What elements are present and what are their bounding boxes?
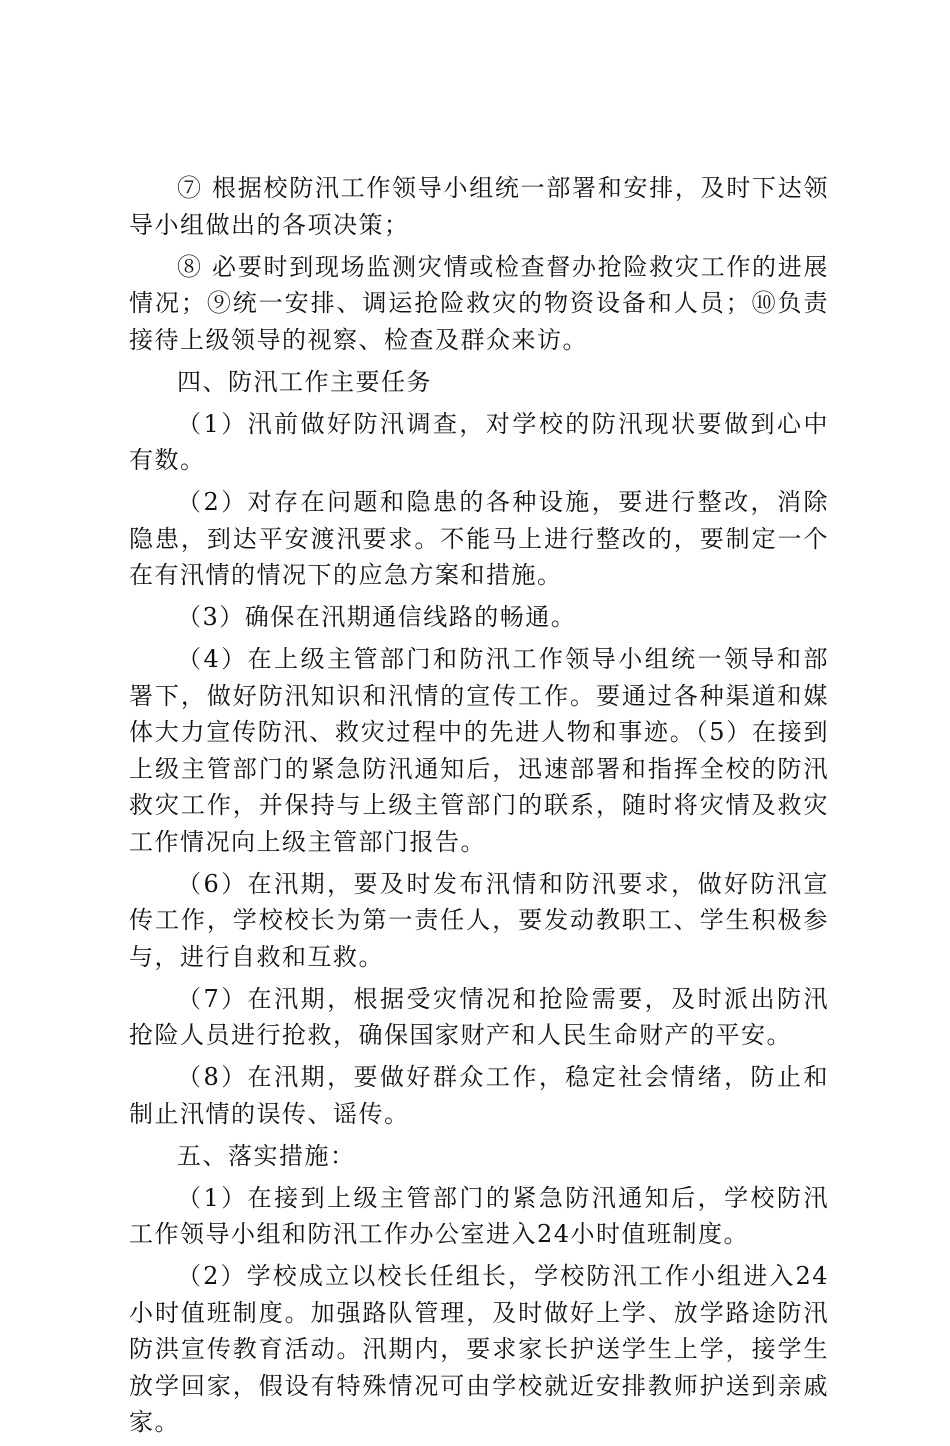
paragraph-measure-1: （1）在接到上级主管部门的紧急防汛通知后，学校防汛工作领导小组和防汛工作办公室进入24小时值班制度。 [129,1183,829,1248]
document-body [129,170,829,1446]
section-heading-main-tasks: 四、防汛工作主要任务 [177,367,432,396]
section-heading-measures: 五、落实措施： [177,1141,356,1170]
paragraph-task-6: （6）在汛期，要及时发布汛情和防汛要求，做好防汛宣传工作，学校校长为第一责任人，要发动教职工、学生积极参与，进行自救和互救。 [129,869,829,971]
paragraph-task-8: （8）在汛期，要做好群众工作，稳定社会情绪，防止和制止汛情的误传、谣传。 [129,1063,829,1128]
paragraph-task-2: （2）对存在问题和隐患的各种设施，要进行整改，消除隐患，到达平安渡汛要求。不能马上进行整改的，要制定一个在有汛情的情况下的应急方案和措施。 [129,488,829,589]
paragraph-duty-7: ⑦ 根据校防汛工作领导小组统一部署和安排，及时下达领导小组做出的各项决策； [129,174,829,239]
paragraph-task-4-5: （4）在上级主管部门和防汛工作领导小组统一领导和部署下，做好防汛知识和汛情的宣传工作。要通过各种渠道和媒体大力宣传防汛、救灾过程中的先进人物和事迹。（5）在接到上级主管部门的紧急防汛通知后，迅速部署和指挥全校的防汛救灾工作，并保持与上级主管部门的联系，随时将灾情及救灾工作情况向上级主管部门报告。 [129,645,829,856]
paragraph-task-1: （1）汛前做好防汛调查，对学校的防汛现状要做到心中有数。 [129,409,829,474]
paragraph-task-7: （7）在汛期，根据受灾情况和抢险需要，及时派出防汛抢险人员进行抢救，确保国家财产和人民生命财产的平安。 [129,984,829,1049]
paragraph-task-3: （3）确保在汛期通信线路的畅通。 [177,603,577,631]
paragraph-duty-8-10: ⑧ 必要时到现场监测灾情或检查督办抢险救灾工作的进展情况；⑨统一安排、调运抢险救灾的物资设备和人员；⑩负责接待上级领导的视察、检查及群众来访。 [129,252,829,354]
paragraph-measure-2: （2）学校成立以校长任组长，学校防汛工作小组进入24小时值班制度。加强路队管理，及时做好上学、放学路途防汛防洪宣传教育活动。汛期内，要求家长护送学生上学，接学生放学回家，假设有特殊情况可由学校就近安排教师护送到亲戚家。 [129,1262,829,1436]
